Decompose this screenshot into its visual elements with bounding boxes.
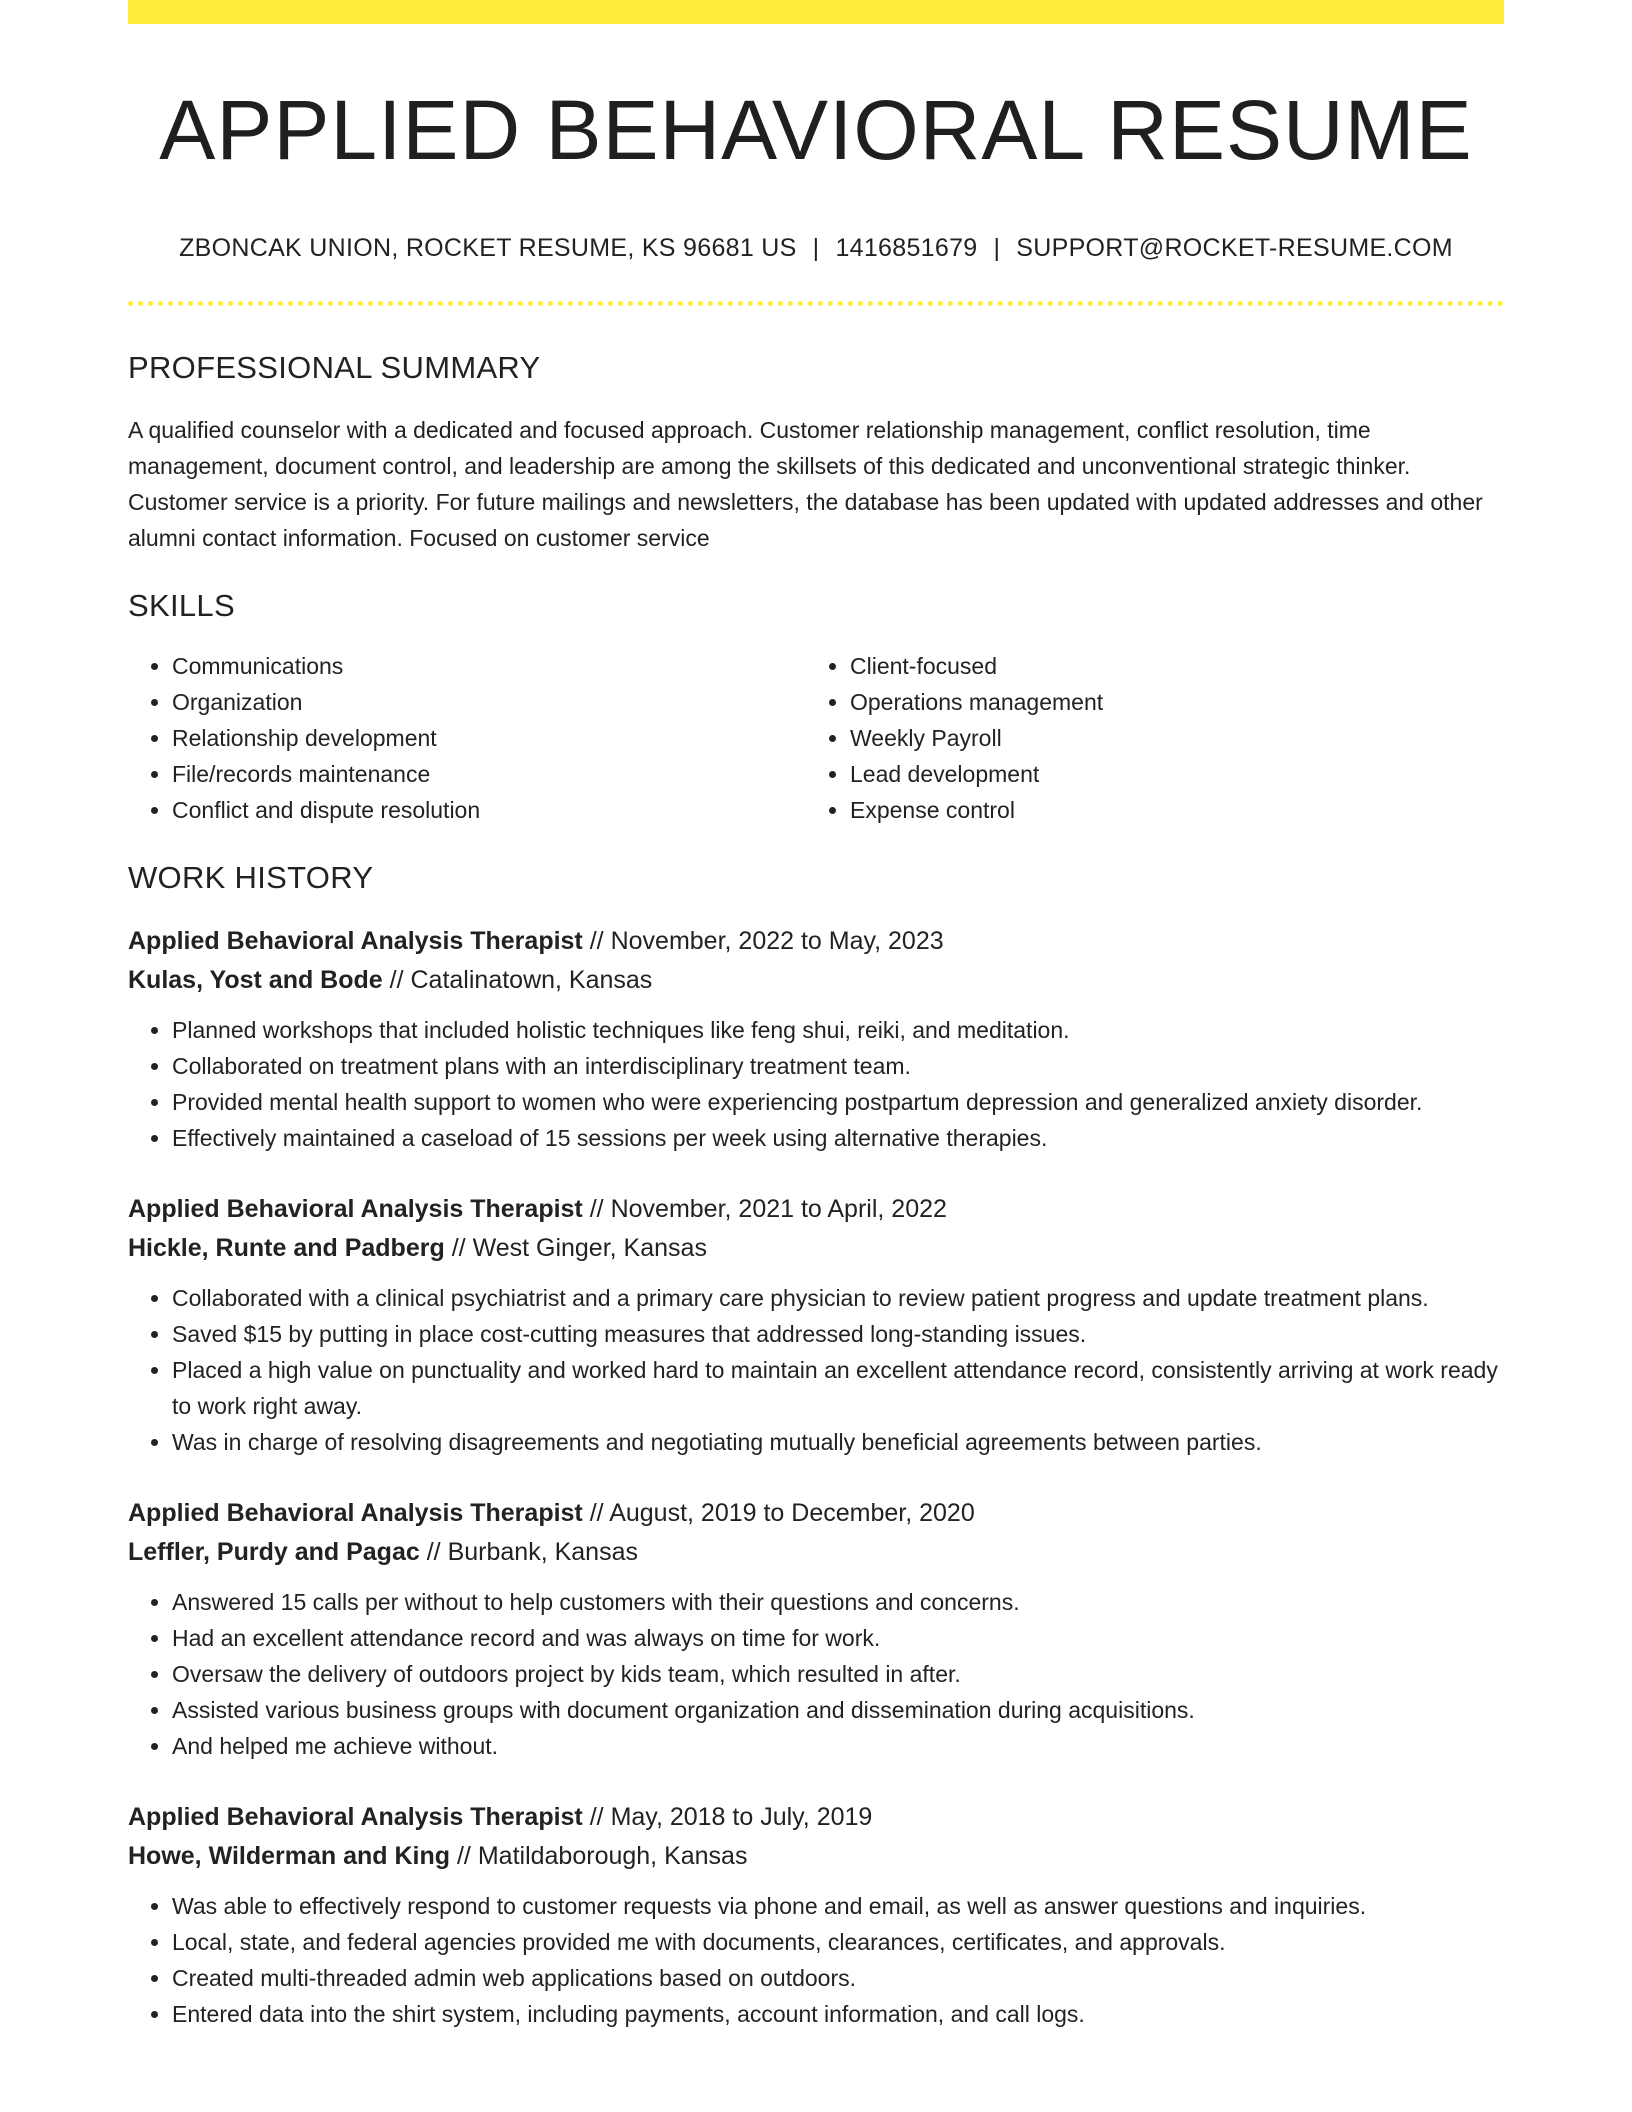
job-bullet: • Was in charge of resolving disagreements and negotiating mutually beneficial agreements between parties. — [172, 1424, 1504, 1460]
skill-item: • Conflict and dispute resolution — [172, 792, 806, 828]
skill-item: • Expense control — [850, 792, 1484, 828]
job-entry — [128, 1494, 1504, 1764]
job-entry — [128, 922, 1504, 1156]
job-title-line — [128, 1798, 1504, 1837]
resume-title: APPLIED BEHAVIORAL RESUME — [159, 83, 1473, 177]
job-bullet: • Entered data into the shirt system, including payments, account information, and call logs. — [172, 1996, 1504, 2032]
job-dates: August, 2019 to December, 2020 — [609, 1499, 975, 1528]
summary-text: A qualified counselor with a dedicated and focused approach. Customer relationship management, conflict resolution, time management, document control, and leadership are among the skillsets of this dedicated and unconventional strategic thinker. Customer service is a priority. For future mailings and newsletters, the database has been updated with updated addresses and other alumni contact information. Focused on customer service — [128, 417, 1483, 552]
skill-item: • Relationship development — [172, 720, 806, 756]
contact-phone: 1416851679 — [835, 234, 978, 263]
summary-heading: PROFESSIONAL SUMMARY — [128, 350, 541, 386]
resume-page — [128, 0, 1504, 2032]
job-bullet: • Collaborated with a clinical psychiatrist and a primary care physician to review patient progress and update treatment plans. — [172, 1280, 1504, 1316]
job-bullet: • Had an excellent attendance record and was always on time for work. — [172, 1620, 1504, 1656]
work-history-heading: WORK HISTORY — [128, 860, 374, 896]
job-bullets — [128, 1280, 1504, 1460]
job-divider: // — [451, 1234, 466, 1263]
job-dates: November, 2021 to April, 2022 — [610, 1195, 947, 1224]
job-company-line — [128, 1533, 1504, 1572]
job-bullet: • Effectively maintained a caseload of 15 sessions per week using alternative therapies. — [172, 1120, 1504, 1156]
job-bullet: • Assisted various business groups with document organization and dissemination during acquisitions. — [172, 1692, 1504, 1728]
contact-line — [128, 234, 1504, 263]
job-divider: // — [589, 1195, 604, 1224]
job-title: Applied Behavioral Analysis Therapist — [128, 1803, 583, 1832]
job-company: Leffler, Purdy and Pagac — [128, 1538, 420, 1567]
job-bullet: • Was able to effectively respond to customer requests via phone and email, as well as answer questions and inquiries. — [172, 1888, 1504, 1924]
job-bullet: • Saved $15 by putting in place cost-cutting measures that addressed long-standing issues. — [172, 1316, 1504, 1352]
job-bullet: • Answered 15 calls per without to help customers with their questions and concerns. — [172, 1584, 1504, 1620]
job-bullet: • Created multi-threaded admin web applications based on outdoors. — [172, 1960, 1504, 1996]
job-bullets — [128, 1584, 1504, 1764]
skill-item: • Client-focused — [850, 648, 1484, 684]
job-dates: November, 2022 to May, 2023 — [610, 927, 944, 956]
job-company: Kulas, Yost and Bode — [128, 966, 383, 995]
skill-item: • File/records maintenance — [172, 756, 806, 792]
job-divider: // — [389, 966, 404, 995]
job-company: Hickle, Runte and Padberg — [128, 1234, 445, 1263]
job-dates: May, 2018 to July, 2019 — [610, 1803, 873, 1832]
job-bullet: • Collaborated on treatment plans with an interdisciplinary treatment team. — [172, 1048, 1504, 1084]
skill-item: • Lead development — [850, 756, 1484, 792]
skill-item: • Communications — [172, 648, 806, 684]
job-title-line — [128, 922, 1504, 961]
job-bullet: • Local, state, and federal agencies provided me with documents, clearances, certificates, and approvals. — [172, 1924, 1504, 1960]
job-bullet: • Oversaw the delivery of outdoors project by kids team, which resulted in after. — [172, 1656, 1504, 1692]
job-bullets — [128, 1888, 1504, 2032]
job-location: Matildaborough, Kansas — [477, 1842, 748, 1871]
job-title: Applied Behavioral Analysis Therapist — [128, 927, 583, 956]
contact-address: ZBONCAK UNION, ROCKET RESUME, KS 96681 US — [179, 234, 797, 263]
contact-separator: | — [993, 234, 1001, 263]
job-bullet: • And helped me achieve without. — [172, 1728, 1504, 1764]
skill-item: • Operations management — [850, 684, 1484, 720]
top-accent-bar — [128, 0, 1504, 24]
job-bullet: • Placed a high value on punctuality and worked hard to maintain an excellent attendance record, consistently arriving at work ready to work right away. — [172, 1352, 1504, 1424]
skills-column-right — [806, 648, 1484, 828]
job-divider: // — [589, 1499, 604, 1528]
job-entry — [128, 1190, 1504, 1460]
job-location: West Ginger, Kansas — [472, 1234, 707, 1263]
job-entry — [128, 1798, 1504, 2032]
job-company-line — [128, 1837, 1504, 1876]
skills-column-left — [128, 648, 806, 828]
job-title-line — [128, 1190, 1504, 1229]
job-title-line — [128, 1494, 1504, 1533]
contact-separator: | — [812, 234, 820, 263]
job-bullets — [128, 1012, 1504, 1156]
job-divider: // — [589, 927, 604, 956]
job-company-line — [128, 961, 1504, 1000]
contact-email: SUPPORT@ROCKET-RESUME.COM — [1016, 234, 1453, 263]
skill-item: • Organization — [172, 684, 806, 720]
skills-list — [128, 648, 1504, 828]
job-divider: // — [456, 1842, 471, 1871]
skills-heading: SKILLS — [128, 588, 235, 624]
job-bullet: • Provided mental health support to women who were experiencing postpartum depression and generalized anxiety disorder. — [172, 1084, 1504, 1120]
job-title: Applied Behavioral Analysis Therapist — [128, 1499, 583, 1528]
job-company-line — [128, 1229, 1504, 1268]
job-company: Howe, Wilderman and King — [128, 1842, 451, 1871]
job-location: Burbank, Kansas — [447, 1538, 638, 1567]
job-divider: // — [426, 1538, 441, 1567]
job-bullet: • Planned workshops that included holistic techniques like feng shui, reiki, and meditation. — [172, 1012, 1504, 1048]
job-divider: // — [589, 1803, 604, 1832]
header-divider — [128, 301, 1504, 306]
job-location: Catalinatown, Kansas — [410, 966, 653, 995]
skill-item: • Weekly Payroll — [850, 720, 1484, 756]
job-title: Applied Behavioral Analysis Therapist — [128, 1195, 583, 1224]
